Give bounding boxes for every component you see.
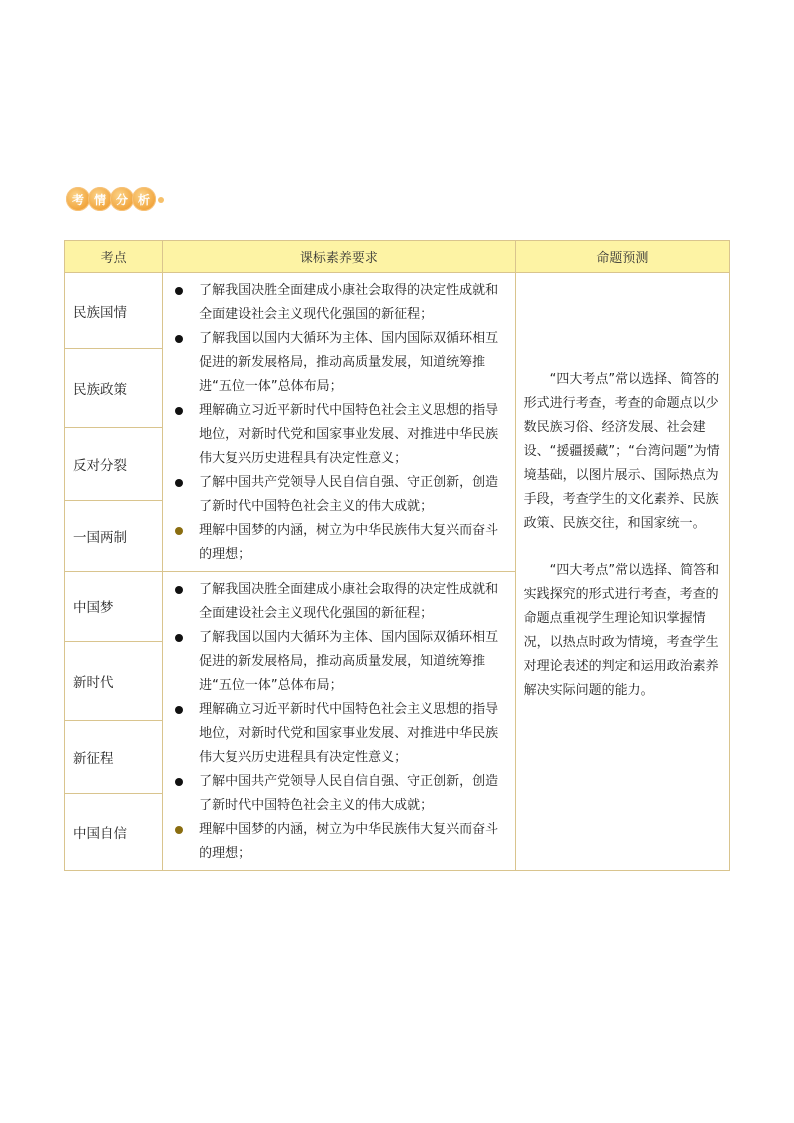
exam-point-cell: 反对分裂 [65,428,163,501]
prediction-paragraph: “四大考点”常以选择、简答的形式进行考查，考查的命题点以少数民族习俗、经济发展、社会建设、“援疆援藏”；“台湾问题”为情境基础，以图片展示、国际热点为手段，考查学生的文化素养、民族政策、民族交往，和国家统一。 [523,372,720,531]
requirements-list [169,279,509,567]
badge-char: 分 [110,187,134,211]
table-header-row [65,241,730,273]
exam-point-cell: 新时代 [65,641,163,720]
header-prediction: 命题预测 [515,241,729,273]
prediction-cell [515,273,729,871]
bullet-icon [175,778,183,786]
exam-point-cell: 民族政策 [65,349,163,428]
requirement-text: 了解我国以国内大循环为主体、国内国际双循环相互促进的新发展格局，推动高质量发展，知道统筹推进“五位一体”总体布局； [199,331,499,394]
list-item [169,818,509,866]
header-exam-point: 考点 [65,241,163,273]
exam-point-cell: 新征程 [65,720,163,793]
list-item [169,626,509,698]
list-item [169,471,509,519]
list-item [169,399,509,471]
list-item [169,519,509,567]
prediction-paragraph: “四大考点”常以选择、简答和实践探究的形式进行考查，考查的命题点重视学生理论知识掌握情况，以热点时政为情境，考查学生对理论表述的判定和运用政治素养解决实际问题的能力。 [523,563,720,698]
requirements-cell-group1 [163,273,516,572]
exam-point-cell: 民族国情 [65,273,163,349]
bullet-icon [175,335,183,343]
requirements-list [169,578,509,866]
exam-point-cell: 中国梦 [65,572,163,642]
exam-analysis-table [64,240,730,871]
requirement-text: 了解我国决胜全面建成小康社会取得的决定性成就和全面建设社会主义现代化强国的新征程； [199,582,499,621]
bullet-icon [175,479,183,487]
badge-char: 情 [88,187,112,211]
badge-char: 考 [66,187,90,211]
bullet-icon [175,287,183,295]
table-row [65,273,730,349]
requirement-text: 理解确立习近平新时代中国特色社会主义思想的指导地位，对新时代党和国家事业发展、对推进中华民族伟大复兴历史进程具有决定性意义； [199,702,499,765]
list-item [169,770,509,818]
section-badge-kaoqing-fenxi [66,187,164,213]
requirement-text: 理解中国梦的内涵，树立为中华民族伟大复兴而奋斗的理想； [199,523,499,562]
bullet-icon [175,706,183,714]
bullet-icon [175,407,183,415]
badge-char: 析 [132,187,156,211]
header-curriculum-requirements: 课标素养要求 [163,241,516,273]
bullet-icon [175,586,183,594]
list-item [169,279,509,327]
bullet-icon [175,634,183,642]
requirements-cell-group2 [163,572,516,871]
requirement-text: 理解中国梦的内涵，树立为中华民族伟大复兴而奋斗的理想； [199,822,499,861]
bullet-icon [175,826,183,834]
exam-point-cell: 中国自信 [65,793,163,870]
requirement-text: 理解确立习近平新时代中国特色社会主义思想的指导地位，对新时代党和国家事业发展、对推进中华民族伟大复兴历史进程具有决定性意义； [199,403,499,466]
requirement-text: 了解中国共产党领导人民自信自强、守正创新，创造了新时代中国特色社会主义的伟大成就； [199,475,499,514]
list-item [169,327,509,399]
badge-dot-decoration [158,197,164,203]
requirement-text: 了解我国以国内大循环为主体、国内国际双循环相互促进的新发展格局，推动高质量发展，知道统筹推进“五位一体”总体布局； [199,630,499,693]
requirement-text: 了解我国决胜全面建成小康社会取得的决定性成就和全面建设社会主义现代化强国的新征程； [199,283,499,322]
list-item [169,698,509,770]
bullet-icon [175,527,183,535]
list-item [169,578,509,626]
requirement-text: 了解中国共产党领导人民自信自强、守正创新，创造了新时代中国特色社会主义的伟大成就； [199,774,499,813]
exam-point-cell: 一国两制 [65,501,163,572]
